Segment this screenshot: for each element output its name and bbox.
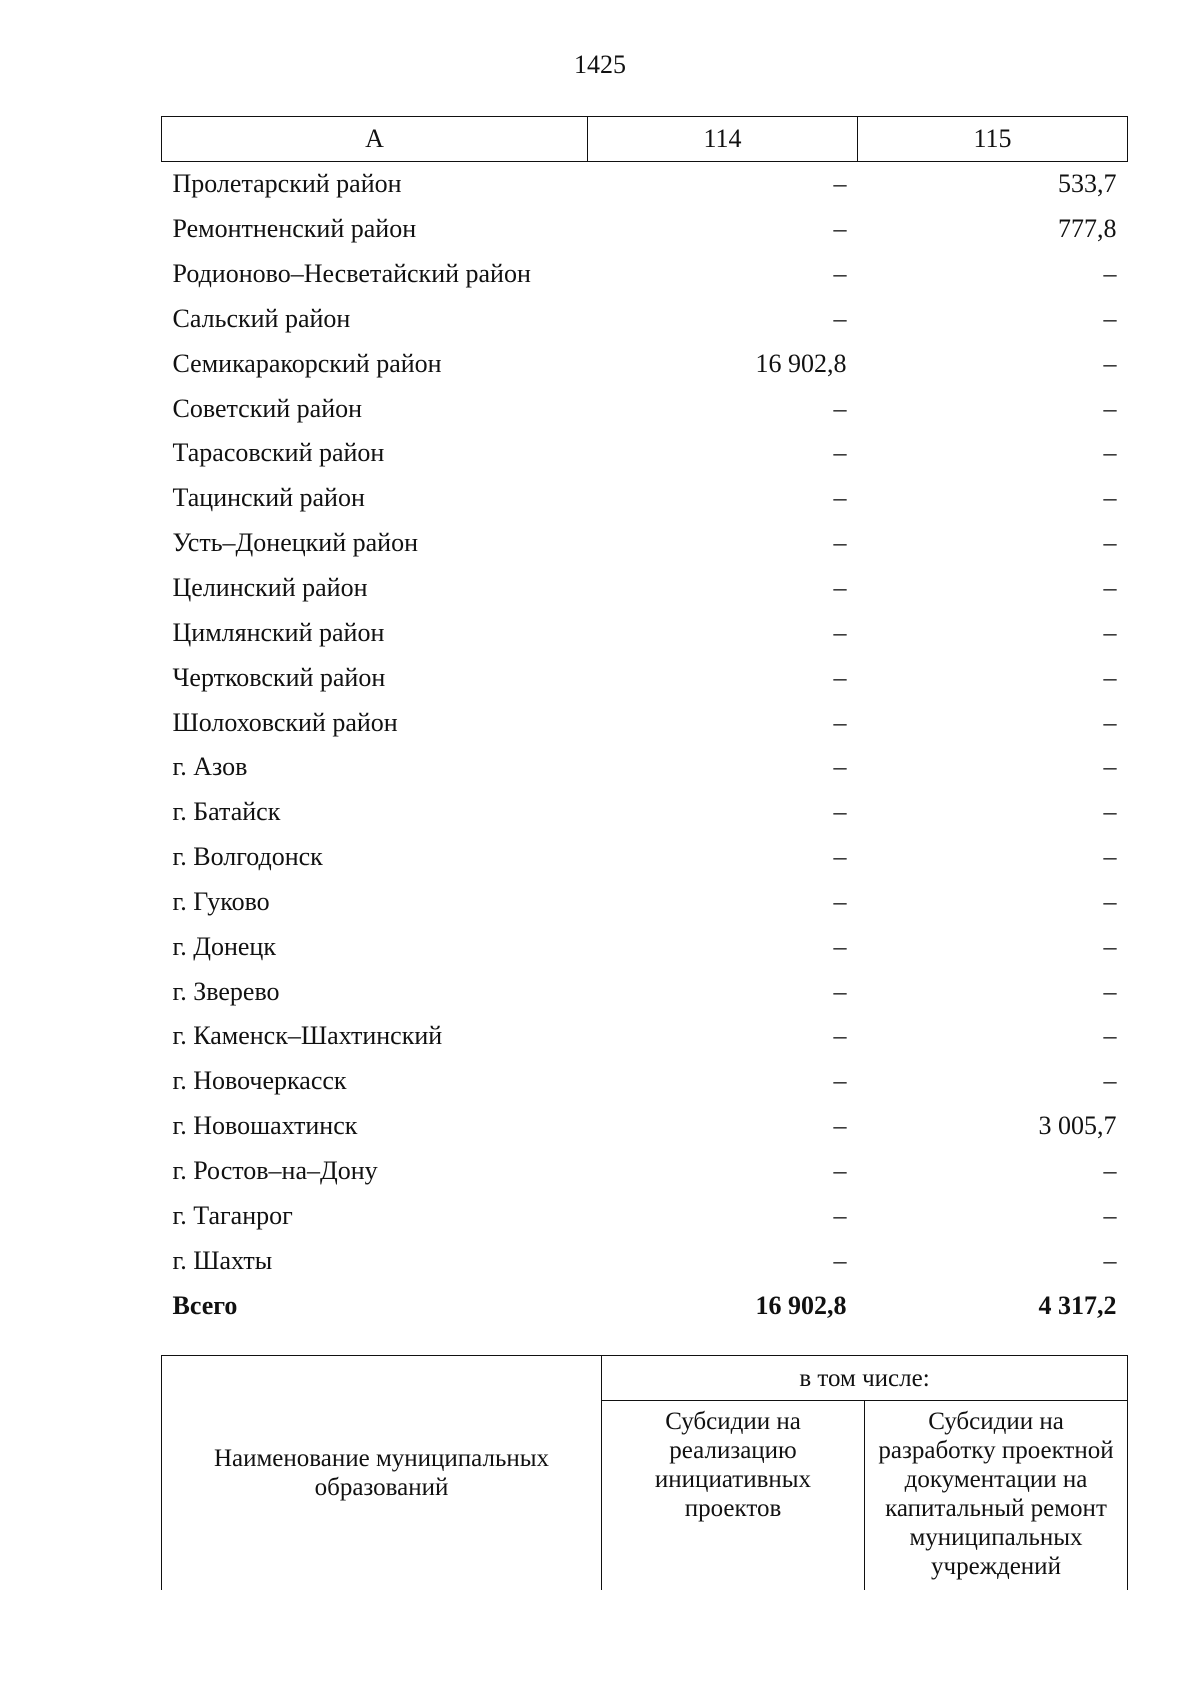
value-114: – bbox=[833, 1200, 847, 1230]
table-row bbox=[162, 162, 1128, 207]
page-number: 1425 bbox=[574, 50, 626, 79]
value-115: 4 317,2 bbox=[1038, 1290, 1117, 1320]
table-row bbox=[162, 476, 1128, 521]
table-row bbox=[162, 1059, 1128, 1104]
table-row bbox=[162, 655, 1128, 700]
value-115: – bbox=[1103, 662, 1117, 692]
table-row bbox=[162, 790, 1128, 835]
table-row bbox=[162, 252, 1128, 297]
value-115: – bbox=[1103, 1021, 1117, 1051]
value-114: – bbox=[833, 1245, 847, 1275]
table-row bbox=[162, 880, 1128, 925]
table-row bbox=[162, 969, 1128, 1014]
municipality-name: Чертковский район bbox=[172, 662, 386, 692]
municipality-name: Ремонтненский район bbox=[172, 214, 417, 244]
value-115: – bbox=[1103, 752, 1117, 782]
table-row bbox=[162, 207, 1128, 252]
initiative-projects-header: Субсидии на реализацию инициативных проектов bbox=[602, 1401, 865, 1591]
value-114: – bbox=[833, 797, 847, 827]
municipality-name: г. Ростов–на–Дону bbox=[172, 1155, 378, 1185]
municipality-name: Советский район bbox=[172, 393, 363, 423]
value-115: – bbox=[1103, 528, 1117, 558]
table-row bbox=[162, 431, 1128, 476]
column-header-a: А bbox=[162, 117, 588, 162]
value-115: – bbox=[1103, 483, 1117, 513]
value-115: – bbox=[1103, 842, 1117, 872]
value-115: – bbox=[1103, 438, 1117, 468]
table-row bbox=[162, 1149, 1128, 1194]
municipality-name: Тарасовский район bbox=[172, 438, 385, 468]
value-115: – bbox=[1103, 1066, 1117, 1096]
group-header: в том числе: bbox=[602, 1356, 1128, 1401]
value-115: 3 005,7 bbox=[1038, 1111, 1117, 1141]
value-114: – bbox=[833, 1155, 847, 1185]
value-115: – bbox=[1103, 1245, 1117, 1275]
municipality-name: Сальский район bbox=[172, 303, 351, 333]
municipality-name: Целинский район bbox=[172, 573, 368, 603]
municipality-name: г. Каменск–Шахтинский bbox=[172, 1021, 443, 1051]
table-row bbox=[162, 521, 1128, 566]
value-114: – bbox=[833, 573, 847, 603]
value-115: 777,8 bbox=[1058, 214, 1117, 244]
table-row bbox=[162, 1193, 1128, 1238]
value-115: – bbox=[1103, 1200, 1117, 1230]
subsidy-table bbox=[161, 116, 1128, 1328]
table-row bbox=[162, 297, 1128, 342]
municipality-name: г. Гуково bbox=[172, 886, 270, 916]
municipality-name-header: Наименование муниципальных образований bbox=[162, 1356, 602, 1591]
municipality-name: Семикаракорский район bbox=[172, 348, 442, 378]
value-114: – bbox=[833, 1021, 847, 1051]
value-114: – bbox=[833, 483, 847, 513]
value-114: – bbox=[833, 886, 847, 916]
value-114: – bbox=[833, 617, 847, 647]
municipality-name: г. Шахты bbox=[172, 1245, 273, 1275]
value-114: – bbox=[833, 303, 847, 333]
value-115: – bbox=[1103, 797, 1117, 827]
value-114: – bbox=[833, 662, 847, 692]
value-114: – bbox=[833, 214, 847, 244]
table-row bbox=[162, 924, 1128, 969]
value-115: 533,7 bbox=[1058, 169, 1117, 199]
value-115: – bbox=[1103, 348, 1117, 378]
value-115: – bbox=[1103, 393, 1117, 423]
municipality-name: Родионово–Несветайский район bbox=[172, 259, 531, 289]
value-115: – bbox=[1103, 303, 1117, 333]
value-115: – bbox=[1103, 573, 1117, 603]
value-114: – bbox=[833, 259, 847, 289]
table-row bbox=[162, 1014, 1128, 1059]
table-row bbox=[162, 386, 1128, 431]
value-115: – bbox=[1103, 617, 1117, 647]
value-114: – bbox=[833, 842, 847, 872]
value-114: 16 902,8 bbox=[755, 1290, 847, 1320]
municipality-name: г. Азов bbox=[172, 752, 248, 782]
municipality-name: г. Новошахтинск bbox=[172, 1111, 358, 1141]
value-114: – bbox=[833, 976, 847, 1006]
value-114: 16 902,8 bbox=[755, 348, 847, 378]
table-row bbox=[162, 610, 1128, 655]
value-115: – bbox=[1103, 259, 1117, 289]
table-row bbox=[162, 700, 1128, 745]
municipality-name: г. Новочеркасск bbox=[172, 1066, 347, 1096]
municipality-name: Пролетарский район bbox=[172, 169, 402, 199]
value-115: – bbox=[1103, 1155, 1117, 1185]
column-header-115: 115 bbox=[858, 117, 1128, 162]
value-114: – bbox=[833, 438, 847, 468]
table-row bbox=[162, 1104, 1128, 1149]
municipality-name: г. Волгодонск bbox=[172, 842, 323, 872]
municipality-name: г. Таганрог bbox=[172, 1200, 293, 1230]
value-115: – bbox=[1103, 976, 1117, 1006]
table-header bbox=[162, 117, 1128, 162]
municipality-name: г. Батайск bbox=[172, 797, 281, 827]
second-table-header bbox=[161, 1355, 1128, 1590]
table-row bbox=[162, 341, 1128, 386]
column-header-114: 114 bbox=[588, 117, 858, 162]
value-115: – bbox=[1103, 886, 1117, 916]
municipality-name: г. Донецк bbox=[172, 931, 276, 961]
table-body bbox=[162, 162, 1128, 1328]
table-row bbox=[162, 835, 1128, 880]
value-114: – bbox=[833, 393, 847, 423]
municipality-name: Цимлянский район bbox=[172, 617, 385, 647]
value-115: – bbox=[1103, 931, 1117, 961]
value-114: – bbox=[833, 528, 847, 558]
design-documentation-header: Субсидии на разработку проектной документации на капитальный ремонт муниципальных учреждений bbox=[865, 1401, 1128, 1591]
municipality-name: Усть–Донецкий район bbox=[172, 528, 418, 558]
value-114: – bbox=[833, 707, 847, 737]
municipality-name: Всего bbox=[172, 1290, 238, 1320]
value-114: – bbox=[833, 1066, 847, 1096]
municipality-name: Тацинский район bbox=[172, 483, 365, 513]
municipality-name: Шолоховский район bbox=[172, 707, 398, 737]
table-row bbox=[162, 1238, 1128, 1283]
value-115: – bbox=[1103, 707, 1117, 737]
municipality-name: г. Зверево bbox=[172, 976, 280, 1006]
value-114: – bbox=[833, 169, 847, 199]
table-row bbox=[162, 745, 1128, 790]
value-114: – bbox=[833, 931, 847, 961]
table-row bbox=[162, 566, 1128, 611]
value-114: – bbox=[833, 752, 847, 782]
value-114: – bbox=[833, 1111, 847, 1141]
total-row bbox=[162, 1283, 1128, 1328]
